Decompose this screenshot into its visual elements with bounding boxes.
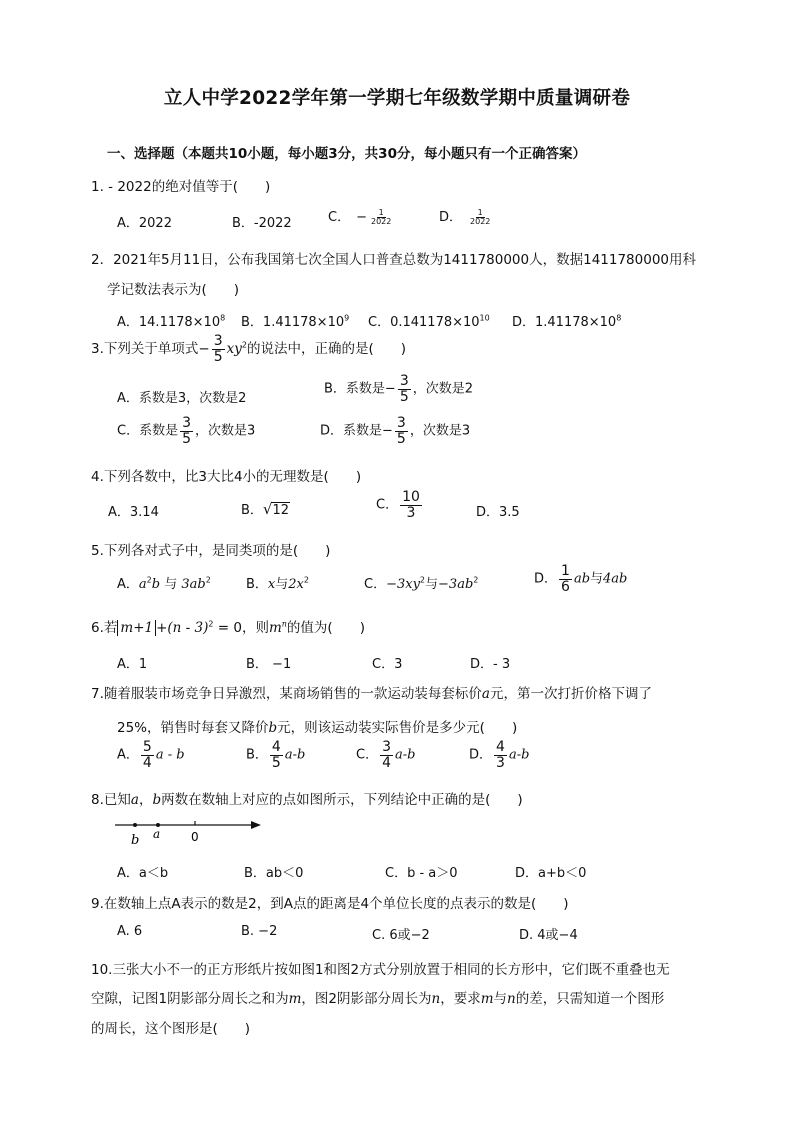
question-6-stem: 6.若 m+1 +(n - 3)$^2$ = 0，则$m^n$的值为( ) [91,619,365,636]
q5-option-a: A．$a^2b$ 与 $3ab^2$ [117,575,211,592]
question-10-line-3: 的周长，这个图形是( ) [91,1021,251,1037]
q2-option-c: C．$0.141178\times 10^{10}$ [368,313,490,330]
q3-option-c: C．系数是 $\frac{3}{5}$ ，次数是3 [117,415,256,447]
q8-option-d: D．a+b＜0 [515,866,587,881]
q8-option-a: A．a＜b [117,866,169,881]
question-4-stem: 4.下列各数中，比3大比4小的无理数是( ) [91,469,362,485]
q2-option-a: A．$14.1178\times 10^8$ [117,313,226,330]
page-title: 立人中学2022学年第一学期七年级数学期中质量调研卷 [163,88,631,109]
q1-option-a: A．2022 [117,216,172,231]
q3-option-b: B．系数是− $\frac{3}{5}$ ，次数是2 [324,373,474,405]
origin-label: 0 [191,830,199,844]
q6-option-a: A．1 [117,657,148,672]
q9-option-c: C. 6或−2 [372,928,430,943]
q5-option-b: B．x与$2x^2$ [246,575,309,592]
question-7-line-1: 7.随着服装市场竞争日异激烈，某商场销售的一款运动装每套标价a元，第一次打折价格下调了 [91,686,652,702]
q3-option-a: A．系数是3，次数是2 [117,391,247,406]
q6-option-c: C．3 [372,657,403,672]
point-b-label: b [131,833,140,848]
q5-option-c: C．$-3xy^2$与$-3ab^2$ [364,575,479,592]
q8-option-b: B．ab＜0 [244,866,304,881]
q9-option-d: D. 4或−4 [519,928,578,943]
q1-option-d: D． $\frac{1}{2022}$ [439,207,491,226]
question-1-stem: 1. - 2022的绝对值等于( ) [91,179,271,195]
number-line-figure [113,818,263,848]
arrow-right-icon [251,821,261,829]
q6-option-b: B． −1 [246,657,292,672]
question-5-stem: 5.下列各对式子中，是同类项的是( ) [91,543,331,559]
q7-option-d: D． $\frac{4}{3}$ a-b [469,739,530,771]
question-10-line-2: 空隙，记图1阴影部分周长之和为m，图2阴影部分周长为n，要求m与n的差，只需知道一个图形 [91,991,665,1007]
question-8-stem: 8.已知a，b两数在数轴上对应的点如图所示，下列结论中正确的是( ) [91,792,523,808]
point-a-label: a [153,827,161,841]
q8-option-c: C．b - a＞0 [385,866,458,881]
question-3-stem: 3.下列关于单项式− $\frac{3}{5}$ $xy^2$的说法中，正确的是( ) [91,333,407,365]
q4-option-a: A．3.14 [108,505,159,520]
q4-option-c: C． $\frac{10}{3}$ [376,489,420,521]
q7-option-c: C． $\frac{3}{4}$ a-b [356,739,416,771]
question-7-line-2: 25%，销售时每套又降价b元，则该运动装实际售价是多少元( ) [117,720,518,736]
q1-option-c: C． − $\frac{1}{2022}$ [328,207,392,226]
q1-option-b: B．-2022 [232,216,292,231]
q6-option-d: D．- 3 [470,657,511,672]
q2-option-d: D．$1.41178\times 10^8$ [512,313,622,330]
q4-option-d: D．3.5 [476,505,520,520]
q2-option-b: B．$1.41178\times 10^9$ [241,313,350,330]
question-10-line-1: 10.三张大小不一的正方形纸片按如图1和图2方式分别放置于相同的长方形中，它们既不重叠也无 [91,962,670,978]
q9-option-a: A. 6 [117,924,143,939]
question-2-line-2: 学记数法表示为( ) [107,282,240,298]
q5-option-d: D． $\frac{1}{6}$ ab与4ab [534,563,628,595]
question-9-stem: 9.在数轴上点A表示的数是2，到A点的距离是4个单位长度的点表示的数是( ) [91,896,569,912]
q3-option-d: D．系数是− $\frac{3}{5}$ ，次数是3 [320,415,471,447]
q9-option-b: B. −2 [241,924,278,939]
question-2-line-1: 2．2021年5月11日，公布我国第七次全国人口普查总数为1411780000人，数据1411780000用科 [91,252,696,268]
q4-option-b: B．√12 [241,500,290,518]
q7-option-a: A． $\frac{5}{4}$ a - b [117,739,185,771]
section-heading: 一、选择题（本题共10小题，每小题3分，共30分，每小题只有一个正确答案） [107,146,586,162]
point-b-dot [133,823,137,827]
q7-option-b: B． $\frac{4}{5}$ a-b [246,739,306,771]
